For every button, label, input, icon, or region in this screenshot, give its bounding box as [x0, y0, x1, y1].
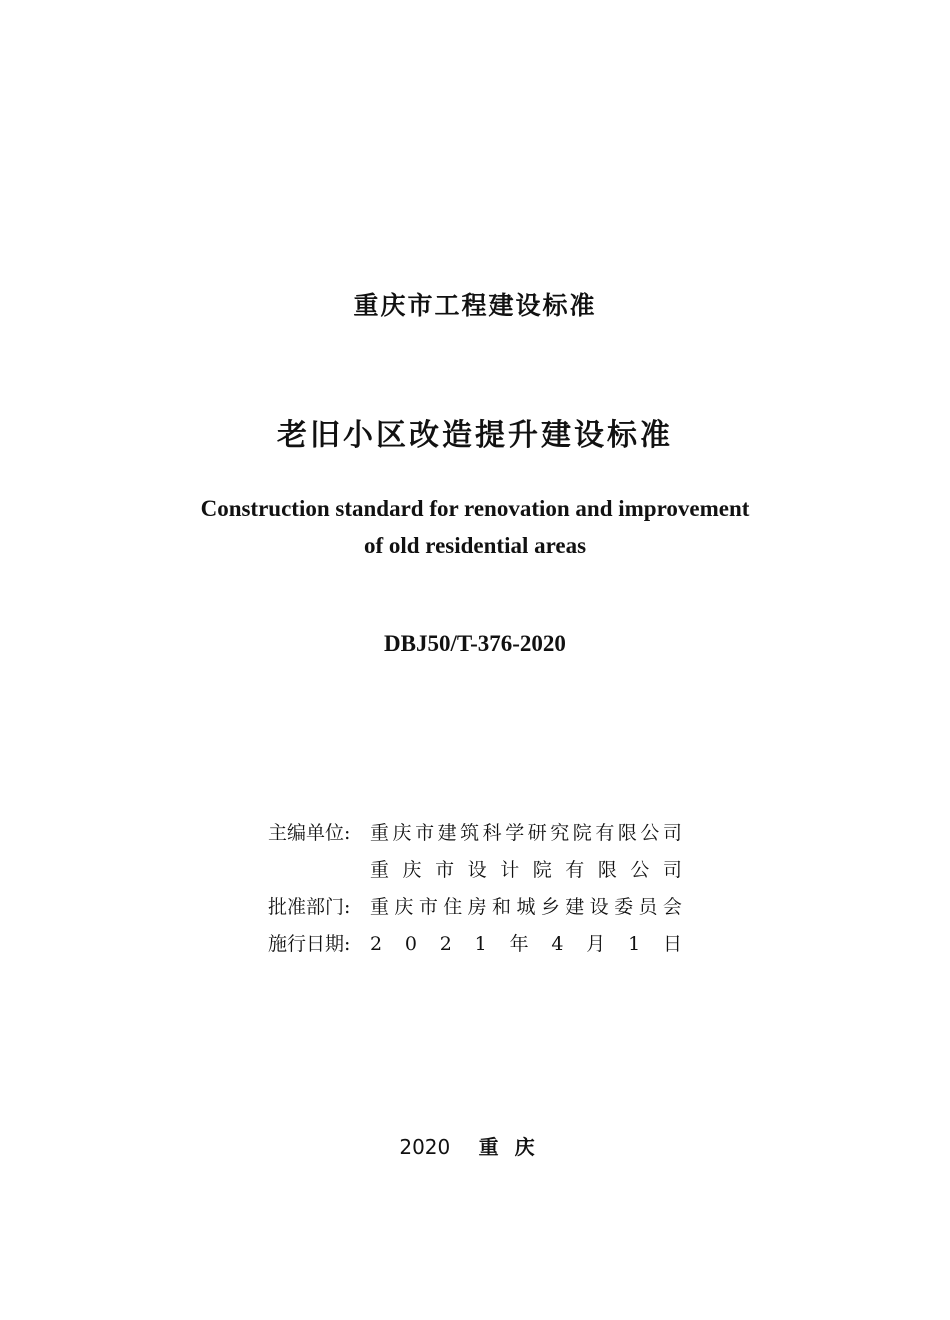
standard-code: DBJ50/T-376-2020 — [384, 631, 566, 656]
english-title-line-2: of old residential areas — [363, 533, 587, 558]
char: 司 — [662, 859, 682, 881]
char: 公 — [640, 822, 660, 844]
char: 院 — [532, 859, 552, 881]
char: 限 — [617, 822, 637, 844]
char: 庆 — [392, 822, 412, 844]
editor-secondary-row — [268, 852, 682, 889]
char: 庆 — [394, 896, 414, 918]
english-title — [0, 490, 950, 564]
editor-row — [268, 815, 682, 852]
approver-row — [268, 889, 682, 926]
char: 建 — [565, 896, 585, 918]
char: 有 — [565, 859, 585, 881]
effective-date-value — [370, 926, 682, 963]
char: 住 — [443, 896, 463, 918]
char: 有 — [595, 822, 615, 844]
char: 究 — [550, 822, 570, 844]
editor-secondary — [370, 852, 682, 889]
char: 市 — [415, 822, 435, 844]
char: 房 — [467, 896, 487, 918]
char: 1 — [628, 933, 641, 955]
imprint-year: 2020 — [399, 1135, 451, 1159]
char: 乡 — [540, 896, 560, 918]
char: 1 — [474, 933, 487, 955]
effective-date-row — [268, 926, 682, 963]
char: 重 — [370, 822, 390, 844]
char: 市 — [418, 896, 438, 918]
char: 员 — [638, 896, 658, 918]
char: 设 — [589, 896, 609, 918]
char: 委 — [614, 896, 634, 918]
char: 会 — [662, 896, 682, 918]
char: 科 — [482, 822, 502, 844]
char: 年 — [509, 933, 529, 955]
char: 重 — [370, 859, 390, 881]
char: 计 — [500, 859, 520, 881]
char: 学 — [505, 822, 525, 844]
char: 2 — [370, 933, 383, 955]
char: 月 — [586, 933, 606, 955]
char: 公 — [630, 859, 650, 881]
char: 2 — [439, 933, 452, 955]
effective-date-label: 施行日期: — [268, 933, 351, 955]
char: 设 — [467, 859, 487, 881]
char: 院 — [572, 822, 592, 844]
char: 城 — [516, 896, 536, 918]
editor-label: 主编单位: — [268, 822, 351, 844]
char: 重 — [370, 896, 390, 918]
char: 限 — [597, 859, 617, 881]
approver-label: 批准部门: — [268, 896, 351, 918]
char: 研 — [527, 822, 547, 844]
char: 日 — [662, 933, 682, 955]
char: 4 — [551, 933, 564, 955]
char: 筑 — [460, 822, 480, 844]
chinese-title: 老旧小区改造提升建设标准 — [277, 418, 673, 453]
approver-value — [370, 889, 682, 926]
char: 司 — [662, 822, 682, 844]
imprint-footer — [0, 1131, 950, 1160]
editor-primary — [370, 815, 682, 852]
char: 0 — [404, 933, 417, 955]
char: 建 — [437, 822, 457, 844]
publication-info-block — [268, 815, 682, 963]
char: 市 — [435, 859, 455, 881]
standard-series-heading: 重庆市工程建设标准 — [353, 291, 597, 320]
english-title-line-1: Construction standard for renovation and improvement — [200, 496, 750, 521]
imprint-city: 重庆 — [478, 1135, 551, 1159]
char: 庆 — [402, 859, 422, 881]
char: 和 — [492, 896, 512, 918]
